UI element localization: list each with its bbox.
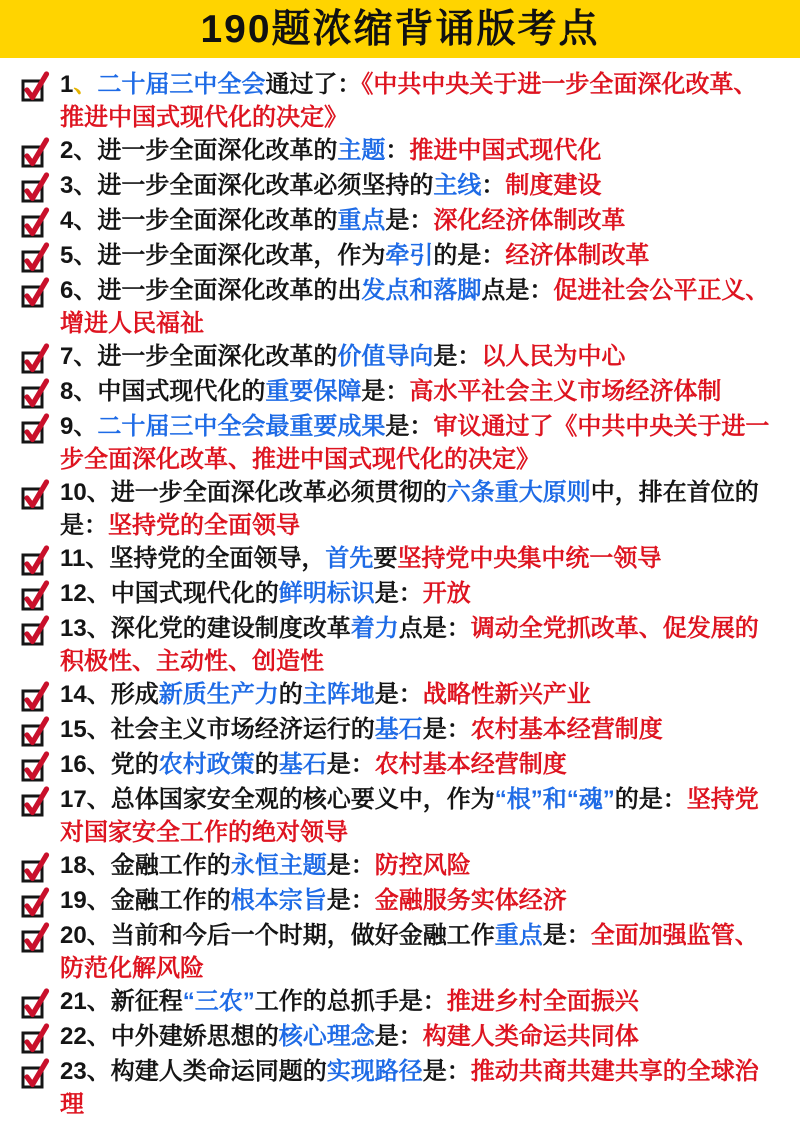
- text-segment-blue: 重点: [494, 922, 543, 949]
- text-segment-blue: 新质生产力: [158, 681, 279, 708]
- list-item: [20, 849, 774, 884]
- checked-checkbox-icon[interactable]: [20, 1055, 60, 1090]
- checked-checkbox-icon[interactable]: [20, 884, 60, 919]
- checked-checkbox-icon[interactable]: [20, 919, 60, 954]
- text-segment-black: 10、进一步全面深化改革必须贯彻的: [60, 479, 447, 506]
- checked-checkbox-icon[interactable]: [20, 476, 60, 511]
- item-text: [60, 1020, 774, 1053]
- list-item: [20, 410, 774, 476]
- list-item: [20, 919, 774, 985]
- list-item: [20, 68, 774, 134]
- checked-checkbox-icon[interactable]: [20, 713, 60, 748]
- list-item: [20, 678, 774, 713]
- page-header: [0, 0, 800, 58]
- checked-checkbox-icon[interactable]: [20, 577, 60, 612]
- text-segment-blue: 发点和落脚: [361, 277, 482, 304]
- text-segment-red: 深化经济体制改革: [433, 207, 626, 234]
- checked-checkbox-icon[interactable]: [20, 134, 60, 169]
- text-segment-red: 战略性新兴产业: [422, 681, 591, 708]
- list-item: [20, 375, 774, 410]
- text-segment-blue: 重要保障: [265, 378, 362, 405]
- text-segment-blue: 主题: [337, 137, 386, 164]
- text-segment-black: 点是：: [481, 277, 554, 304]
- text-segment-black: 是：: [385, 413, 434, 440]
- text-segment-red: 高水平社会主义市场经济体制: [409, 378, 722, 405]
- text-segment-red: 促进社会公平正义、增进人民福祉: [60, 277, 770, 337]
- item-text: [60, 542, 774, 575]
- text-segment-black: 16、党的: [60, 751, 159, 778]
- list-item: [20, 476, 774, 542]
- text-segment-black: 1: [60, 71, 74, 98]
- text-segment-red: 以人民为中心: [481, 343, 626, 370]
- text-segment-black: 11、坚持党的全面领导，: [60, 545, 326, 572]
- text-segment-blue: 鲜明标识: [278, 580, 375, 607]
- text-segment-black: 通过了：: [265, 71, 362, 98]
- text-segment-black: 要: [373, 545, 398, 572]
- checked-checkbox-icon[interactable]: [20, 783, 60, 818]
- text-segment-blue: “三农”: [182, 988, 255, 1015]
- text-segment-red: 防控风险: [374, 852, 471, 879]
- list-item: [20, 274, 774, 340]
- text-segment-blue: 二十届三中全会最重要成果: [97, 413, 386, 440]
- text-segment-blue: 永恒主题: [230, 852, 327, 879]
- item-text: [60, 375, 774, 408]
- item-text: [60, 612, 774, 678]
- checked-checkbox-icon[interactable]: [20, 678, 60, 713]
- text-segment-blue: 牵引: [385, 242, 434, 269]
- text-segment-blue: 基石: [278, 751, 327, 778]
- item-text: [60, 678, 774, 711]
- item-text: [60, 577, 774, 610]
- list-item: [20, 134, 774, 169]
- checked-checkbox-icon[interactable]: [20, 748, 60, 783]
- text-segment-black: 2、进一步全面深化改革的: [60, 137, 338, 164]
- item-text: [60, 783, 774, 849]
- checked-checkbox-icon[interactable]: [20, 204, 60, 239]
- text-segment-red: 坚持党对国家安全工作的绝对领导: [60, 786, 759, 846]
- text-segment-red: 构建人类命运共同体: [422, 1023, 639, 1050]
- item-text: [60, 884, 774, 917]
- list-item: [20, 713, 774, 748]
- text-segment-black: 19、金融工作的: [60, 887, 231, 914]
- checked-checkbox-icon[interactable]: [20, 849, 60, 884]
- checked-checkbox-icon[interactable]: [20, 375, 60, 410]
- text-segment-red: 坚持党的全面领导: [108, 512, 300, 539]
- text-segment-black: ：: [385, 137, 410, 164]
- text-segment-black: 是：: [374, 681, 423, 708]
- text-segment-black: 13、深化党的建设制度改革: [60, 615, 351, 642]
- text-segment-red: 农村基本经营制度: [374, 751, 567, 778]
- list-item: [20, 884, 774, 919]
- text-segment-black: 4、进一步全面深化改革的: [60, 207, 338, 234]
- text-segment-red: 审议通过了《中共中央关于进一步全面深化改革、推进中国式现代化的决定》: [60, 413, 770, 473]
- checked-checkbox-icon[interactable]: [20, 340, 60, 375]
- item-text: [60, 1055, 774, 1121]
- text-segment-blue: 实现路径: [326, 1058, 423, 1085]
- checked-checkbox-icon[interactable]: [20, 274, 60, 309]
- item-text: [60, 849, 774, 882]
- text-segment-black: 12、中国式现代化的: [60, 580, 279, 607]
- key-points-list: [0, 58, 800, 1121]
- checked-checkbox-icon[interactable]: [20, 68, 60, 103]
- text-segment-red: 全面加强监管、防范化解风险: [60, 922, 759, 982]
- text-segment-black: 是：: [326, 751, 375, 778]
- item-text: [60, 985, 774, 1018]
- item-text: [60, 919, 774, 985]
- text-segment-yellow: 、: [73, 71, 98, 98]
- list-item: [20, 204, 774, 239]
- item-text: [60, 274, 774, 340]
- list-item: [20, 542, 774, 577]
- text-segment-red: 金融服务实体经济: [374, 887, 567, 914]
- checked-checkbox-icon[interactable]: [20, 410, 60, 445]
- text-segment-black: 6、进一步全面深化改革的出: [60, 277, 362, 304]
- page-title: 190题浓缩背诵版考点: [200, 7, 600, 51]
- item-text: [60, 713, 774, 746]
- text-segment-blue: 重点: [337, 207, 386, 234]
- text-segment-black: 是：: [361, 378, 410, 405]
- text-segment-blue: 主阵地: [302, 681, 375, 708]
- text-segment-black: 14、形成: [60, 681, 159, 708]
- text-segment-blue: 价值导向: [337, 343, 434, 370]
- text-segment-black: 7、进一步全面深化改革的: [60, 343, 338, 370]
- item-text: [60, 204, 774, 237]
- checked-checkbox-icon[interactable]: [20, 239, 60, 274]
- text-segment-black: 的是：: [614, 786, 687, 813]
- checked-checkbox-icon[interactable]: [20, 169, 60, 204]
- text-segment-black: 8、中国式现代化的: [60, 378, 266, 405]
- text-segment-black: 是：: [326, 887, 375, 914]
- text-segment-black: 18、金融工作的: [60, 852, 231, 879]
- text-segment-blue: “根”和“魂”: [494, 786, 615, 813]
- text-segment-black: 是：: [422, 1058, 471, 1085]
- text-segment-blue: 六条重大原则: [446, 479, 591, 506]
- list-item: [20, 340, 774, 375]
- list-item: [20, 1055, 774, 1121]
- text-segment-red: 制度建设: [505, 172, 602, 199]
- text-segment-black: 是：: [374, 1023, 423, 1050]
- list-item: [20, 985, 774, 1020]
- item-text: [60, 748, 774, 781]
- text-segment-red: 开放: [422, 580, 471, 607]
- checked-checkbox-icon[interactable]: [20, 612, 60, 647]
- text-segment-black: 是：: [422, 716, 471, 743]
- text-segment-black: 是：: [542, 922, 591, 949]
- text-segment-blue: 基石: [374, 716, 423, 743]
- text-segment-black: ：: [481, 172, 506, 199]
- text-segment-black: 是：: [385, 207, 434, 234]
- text-segment-black: 的: [254, 751, 279, 778]
- checked-checkbox-icon[interactable]: [20, 1020, 60, 1055]
- text-segment-black: 工作的总抓手是：: [254, 988, 447, 1015]
- text-segment-blue: 主线: [433, 172, 482, 199]
- checked-checkbox-icon[interactable]: [20, 542, 60, 577]
- text-segment-black: 17、总体国家安全观的核心要义中，作为: [60, 786, 495, 813]
- list-item: [20, 239, 774, 274]
- list-item: [20, 783, 774, 849]
- text-segment-black: 20、当前和今后一个时期，做好金融工作: [60, 922, 495, 949]
- list-item: [20, 1020, 774, 1055]
- text-segment-black: 23、构建人类命运同题的: [60, 1058, 327, 1085]
- list-item: [20, 577, 774, 612]
- item-text: [60, 68, 774, 134]
- item-text: [60, 239, 774, 272]
- text-segment-red: 推进乡村全面振兴: [446, 988, 639, 1015]
- text-segment-black: 15、社会主义市场经济运行的: [60, 716, 375, 743]
- item-text: [60, 169, 774, 202]
- text-segment-red: 农村基本经营制度: [470, 716, 663, 743]
- list-item: [20, 612, 774, 678]
- text-segment-black: 3、进一步全面深化改革必须坚持的: [60, 172, 434, 199]
- item-text: [60, 340, 774, 373]
- text-segment-blue: 二十届三中全会: [97, 71, 266, 98]
- list-item: [20, 748, 774, 783]
- text-segment-black: 22、中外建娇思想的: [60, 1023, 279, 1050]
- text-segment-blue: 着力: [350, 615, 399, 642]
- text-segment-red: 调动全党抓改革、促发展的积极性、主动性、创造性: [60, 615, 759, 675]
- list-item: [20, 169, 774, 204]
- text-segment-black: 是：: [374, 580, 423, 607]
- text-segment-red: 推进中国式现代化: [409, 137, 602, 164]
- item-text: [60, 476, 774, 542]
- text-segment-blue: 首先: [325, 545, 374, 572]
- text-segment-black: 的: [278, 681, 303, 708]
- text-segment-red: 经济体制改革: [505, 242, 650, 269]
- text-segment-red: 坚持党中央集中统一领导: [397, 545, 662, 572]
- text-segment-black: 中，排在首位的是：: [60, 479, 759, 539]
- text-segment-red: 推动共商共建共享的全球治理: [60, 1058, 759, 1118]
- text-segment-black: 5、进一步全面深化改革，作为: [60, 242, 386, 269]
- text-segment-blue: 根本宗旨: [230, 887, 327, 914]
- item-text: [60, 134, 774, 167]
- text-segment-black: 是：: [433, 343, 482, 370]
- checked-checkbox-icon[interactable]: [20, 985, 60, 1020]
- text-segment-black: 是：: [326, 852, 375, 879]
- text-segment-blue: 核心理念: [278, 1023, 375, 1050]
- item-text: [60, 410, 774, 476]
- text-segment-black: 的是：: [433, 242, 506, 269]
- text-segment-red: 《中共中央关于进一步全面深化改革、推进中国式现代化的决定》: [60, 71, 758, 131]
- text-segment-black: 21、新征程: [60, 988, 183, 1015]
- text-segment-black: 点是：: [398, 615, 471, 642]
- text-segment-blue: 农村政策: [158, 751, 255, 778]
- text-segment-black: 9、: [60, 413, 98, 440]
